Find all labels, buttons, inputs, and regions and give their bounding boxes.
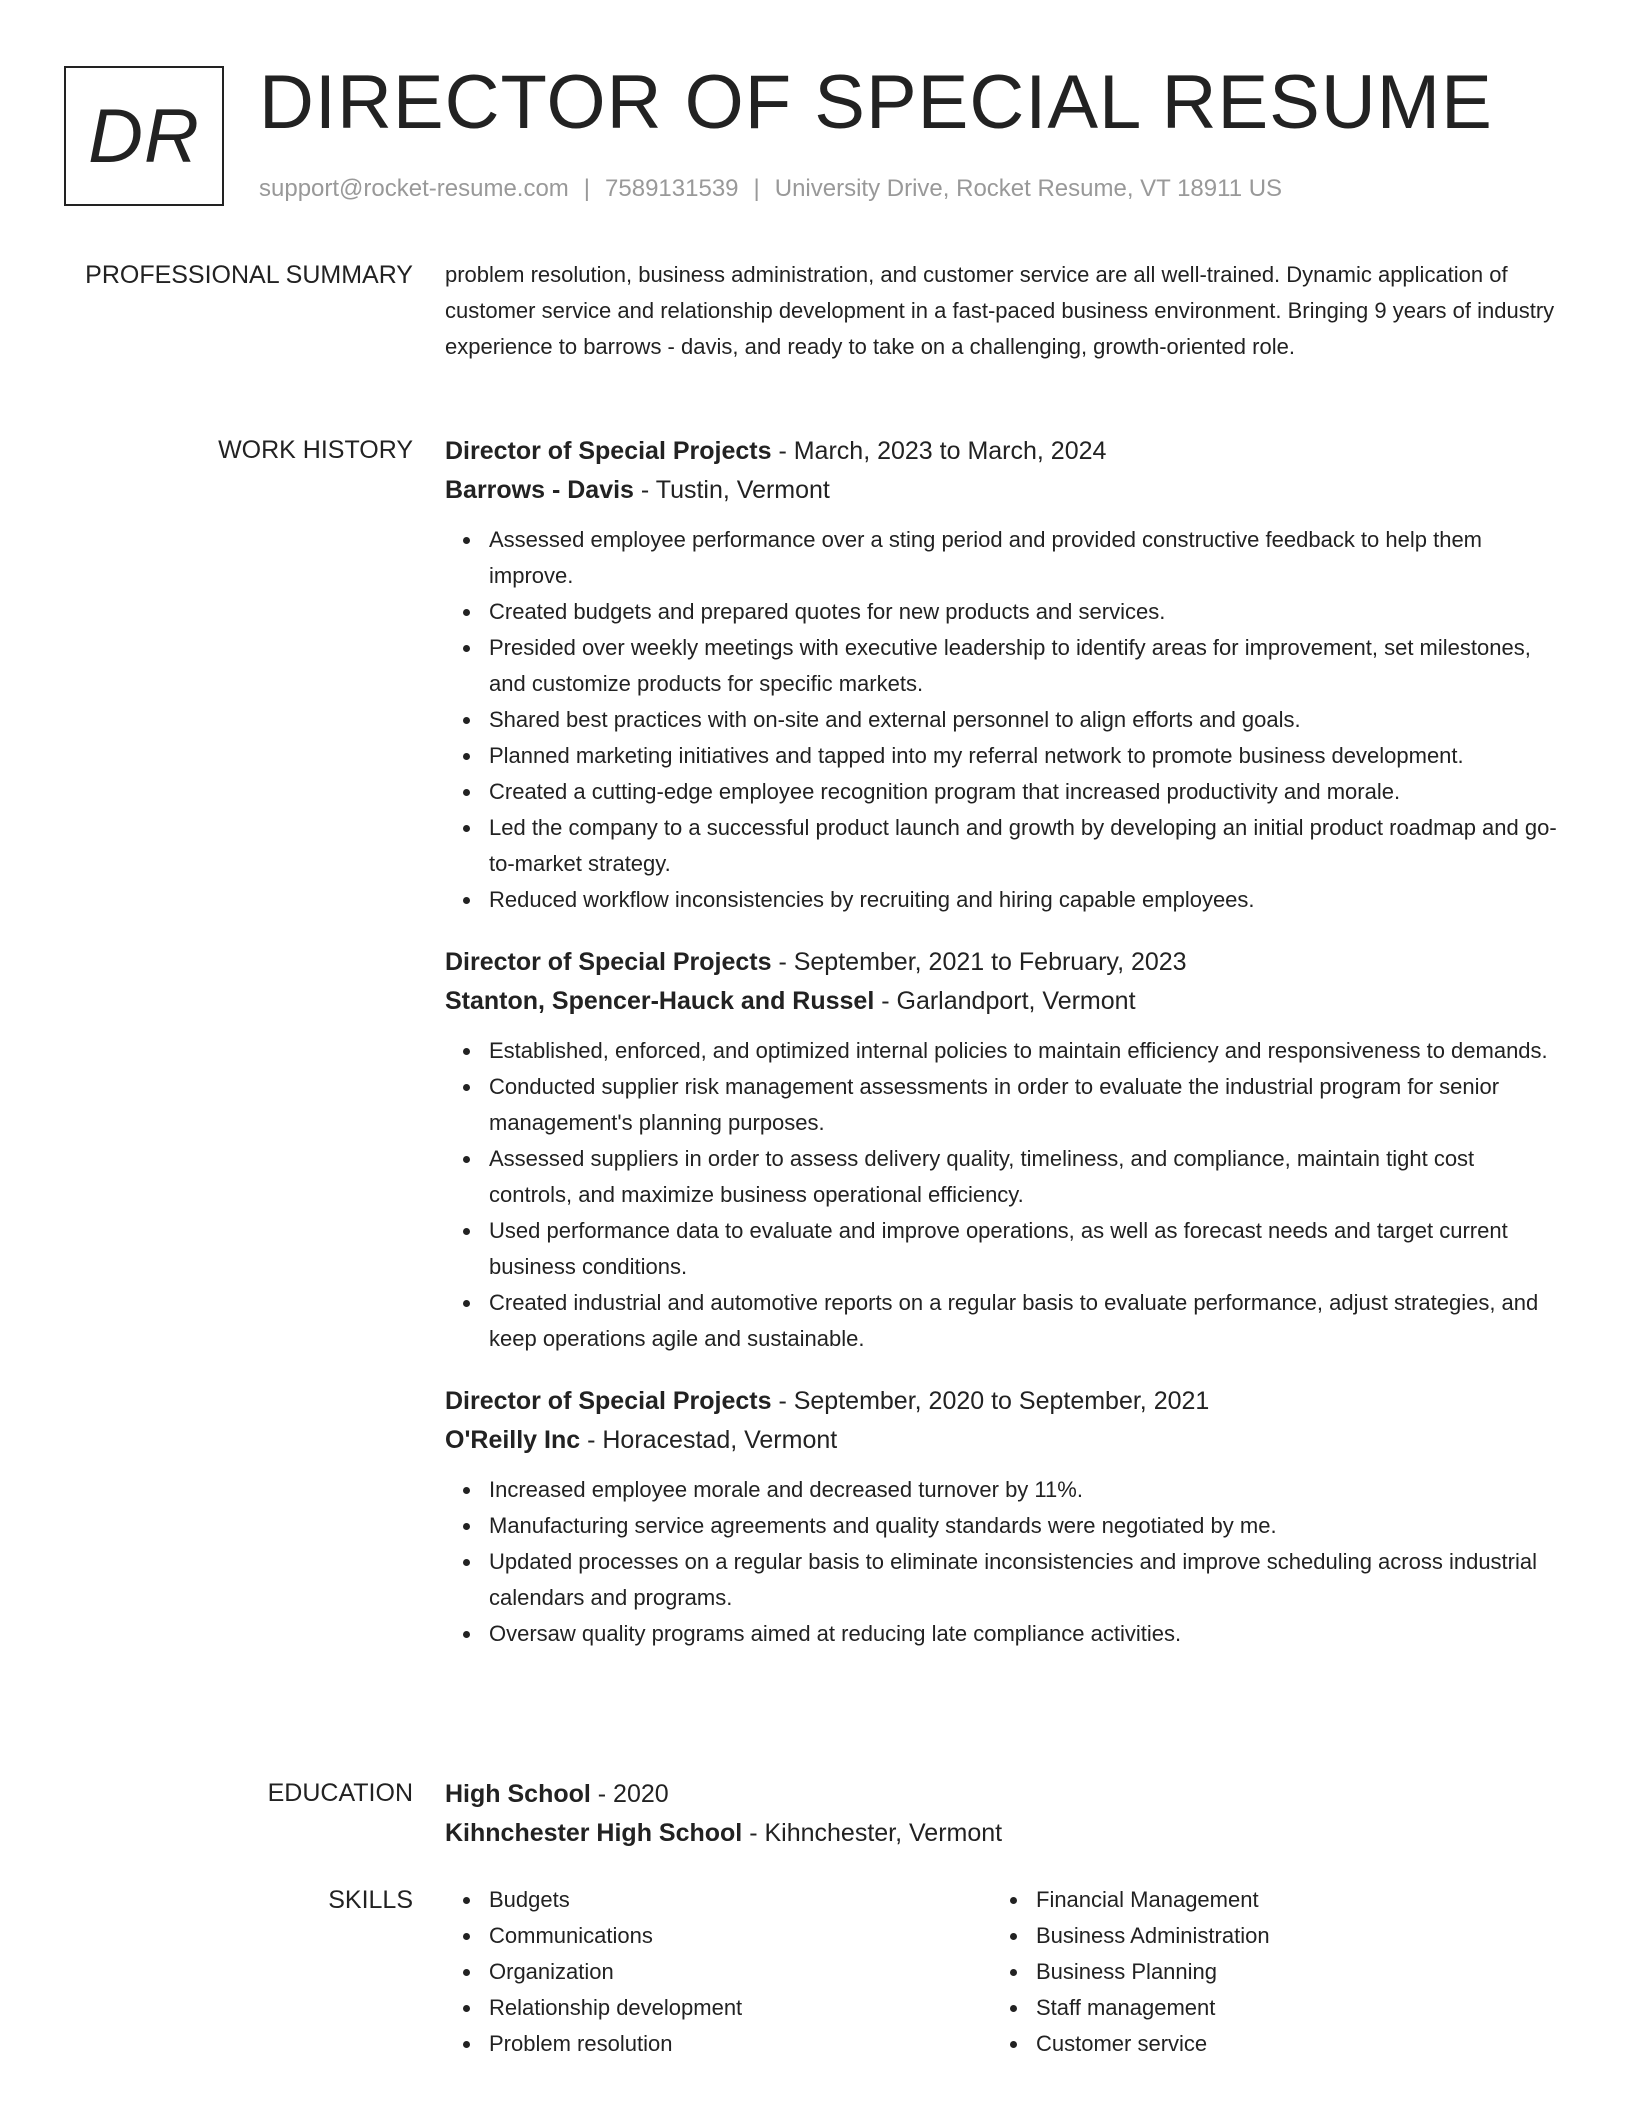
skill-item: Staff management <box>992 1990 1539 2026</box>
job-company-line <box>445 1421 1560 1460</box>
job-bullet: Led the company to a successful product launch and growth by developing an initial product roadmap and go-to-market strategy. <box>445 810 1560 882</box>
section-label-summary: PROFESSIONAL SUMMARY <box>85 261 413 289</box>
education-location: - Kihnchester, Vermont <box>742 1819 1003 1847</box>
job-dates: - September, 2020 to September, 2021 <box>771 1387 1210 1415</box>
skills-body <box>445 1882 1560 2062</box>
job-entry <box>445 432 1560 918</box>
education-body <box>445 1775 1560 1853</box>
section-label-education: EDUCATION <box>267 1779 413 1807</box>
job-dates: - September, 2021 to February, 2023 <box>771 948 1187 976</box>
job-bullet: Assessed employee performance over a sting period and provided constructive feedback to help them improve. <box>445 522 1560 594</box>
job-bullets <box>445 1033 1560 1357</box>
job-company-line <box>445 471 1560 510</box>
job-company: Barrows - Davis <box>445 476 634 504</box>
contact-separator: | <box>753 175 760 202</box>
job-bullet: Reduced workflow inconsistencies by recruiting and hiring capable employees. <box>445 882 1560 918</box>
job-bullet: Updated processes on a regular basis to eliminate inconsistencies and improve scheduling across industrial calendars and programs. <box>445 1544 1560 1616</box>
summary-text: problem resolution, business administration, and customer service are all well-trained. Dynamic application of customer service and relationship development in a fast-paced business environment. Bringing 9 years of industry experience to barrows - davis, and ready to take on a challenging, growth-oriented role. <box>445 262 1555 359</box>
job-bullet: Manufacturing service agreements and quality standards were negotiated by me. <box>445 1508 1560 1544</box>
education-school-line <box>445 1814 1560 1853</box>
job-bullet: Presided over weekly meetings with executive leadership to identify areas for improvement, set milestones, and customize products for specific markets. <box>445 630 1560 702</box>
job-bullet: Created industrial and automotive reports on a regular basis to evaluate performance, adjust strategies, and keep operations agile and sustainable. <box>445 1285 1560 1357</box>
job-bullets <box>445 1472 1560 1652</box>
contact-phone: 7589131539 <box>605 175 739 202</box>
job-entry <box>445 1382 1560 1652</box>
contact-line <box>259 174 1282 204</box>
skills-grid <box>445 1882 1560 2062</box>
job-title: Director of Special Projects <box>445 437 772 465</box>
job-company: O'Reilly Inc <box>445 1426 581 1454</box>
skills-column-left <box>445 1882 992 2062</box>
skill-item: Relationship development <box>445 1990 992 2026</box>
job-location: - Garlandport, Vermont <box>874 987 1136 1015</box>
skill-item: Budgets <box>445 1882 992 1918</box>
skill-item: Organization <box>445 1954 992 1990</box>
skill-item: Customer service <box>992 2026 1539 2062</box>
contact-address: University Drive, Rocket Resume, VT 18911 US <box>774 175 1283 202</box>
summary-body <box>445 257 1560 365</box>
skill-item: Business Planning <box>992 1954 1539 1990</box>
monogram-initials: DR <box>88 93 200 179</box>
job-bullet: Created a cutting-edge employee recognition program that increased productivity and morale. <box>445 774 1560 810</box>
contact-separator: | <box>583 175 591 202</box>
job-title-line <box>445 943 1560 982</box>
job-title: Director of Special Projects <box>445 1387 772 1415</box>
job-bullets <box>445 522 1560 918</box>
job-bullet: Established, enforced, and optimized internal policies to maintain efficiency and responsiveness to demands. <box>445 1033 1560 1069</box>
skill-item: Problem resolution <box>445 2026 992 2062</box>
skill-item: Business Administration <box>992 1918 1539 1954</box>
job-bullet: Assessed suppliers in order to assess delivery quality, timeliness, and compliance, maintain tight cost controls, and maximize business operational efficiency. <box>445 1141 1560 1213</box>
contact-email: support@rocket-resume.com <box>259 175 569 202</box>
job-bullet: Planned marketing initiatives and tapped into my referral network to promote business development. <box>445 738 1560 774</box>
job-title-line <box>445 1382 1560 1421</box>
job-location: - Horacestad, Vermont <box>580 1426 838 1454</box>
section-label-work-history: WORK HISTORY <box>218 436 413 464</box>
job-bullet: Oversaw quality programs aimed at reducing late compliance activities. <box>445 1616 1560 1652</box>
education-year: - 2020 <box>590 1780 669 1808</box>
skills-column-right <box>992 1882 1539 2062</box>
job-bullet: Increased employee morale and decreased turnover by 11%. <box>445 1472 1560 1508</box>
skill-item: Financial Management <box>992 1882 1539 1918</box>
section-label-skills: SKILLS <box>328 1886 413 1914</box>
job-bullet: Shared best practices with on-site and external personnel to align efforts and goals. <box>445 702 1560 738</box>
monogram-box <box>64 66 224 206</box>
job-company-line <box>445 982 1560 1021</box>
job-dates: - March, 2023 to March, 2024 <box>771 437 1107 465</box>
education-degree: High School <box>445 1780 591 1808</box>
job-entry <box>445 943 1560 1357</box>
job-title: Director of Special Projects <box>445 948 772 976</box>
skill-item: Communications <box>445 1918 992 1954</box>
job-location: - Tustin, Vermont <box>633 476 830 504</box>
education-degree-line <box>445 1775 1560 1814</box>
resume-title: DIRECTOR OF SPECIAL RESUME <box>259 60 1493 145</box>
education-school: Kihnchester High School <box>445 1819 743 1847</box>
job-company: Stanton, Spencer-Hauck and Russel <box>445 987 875 1015</box>
job-bullet: Used performance data to evaluate and improve operations, as well as forecast needs and target current business conditions. <box>445 1213 1560 1285</box>
job-bullet: Conducted supplier risk management assessments in order to evaluate the industrial program for senior management's planning purposes. <box>445 1069 1560 1141</box>
job-title-line <box>445 432 1560 471</box>
work-history-body <box>445 432 1560 1677</box>
job-bullet: Created budgets and prepared quotes for new products and services. <box>445 594 1560 630</box>
